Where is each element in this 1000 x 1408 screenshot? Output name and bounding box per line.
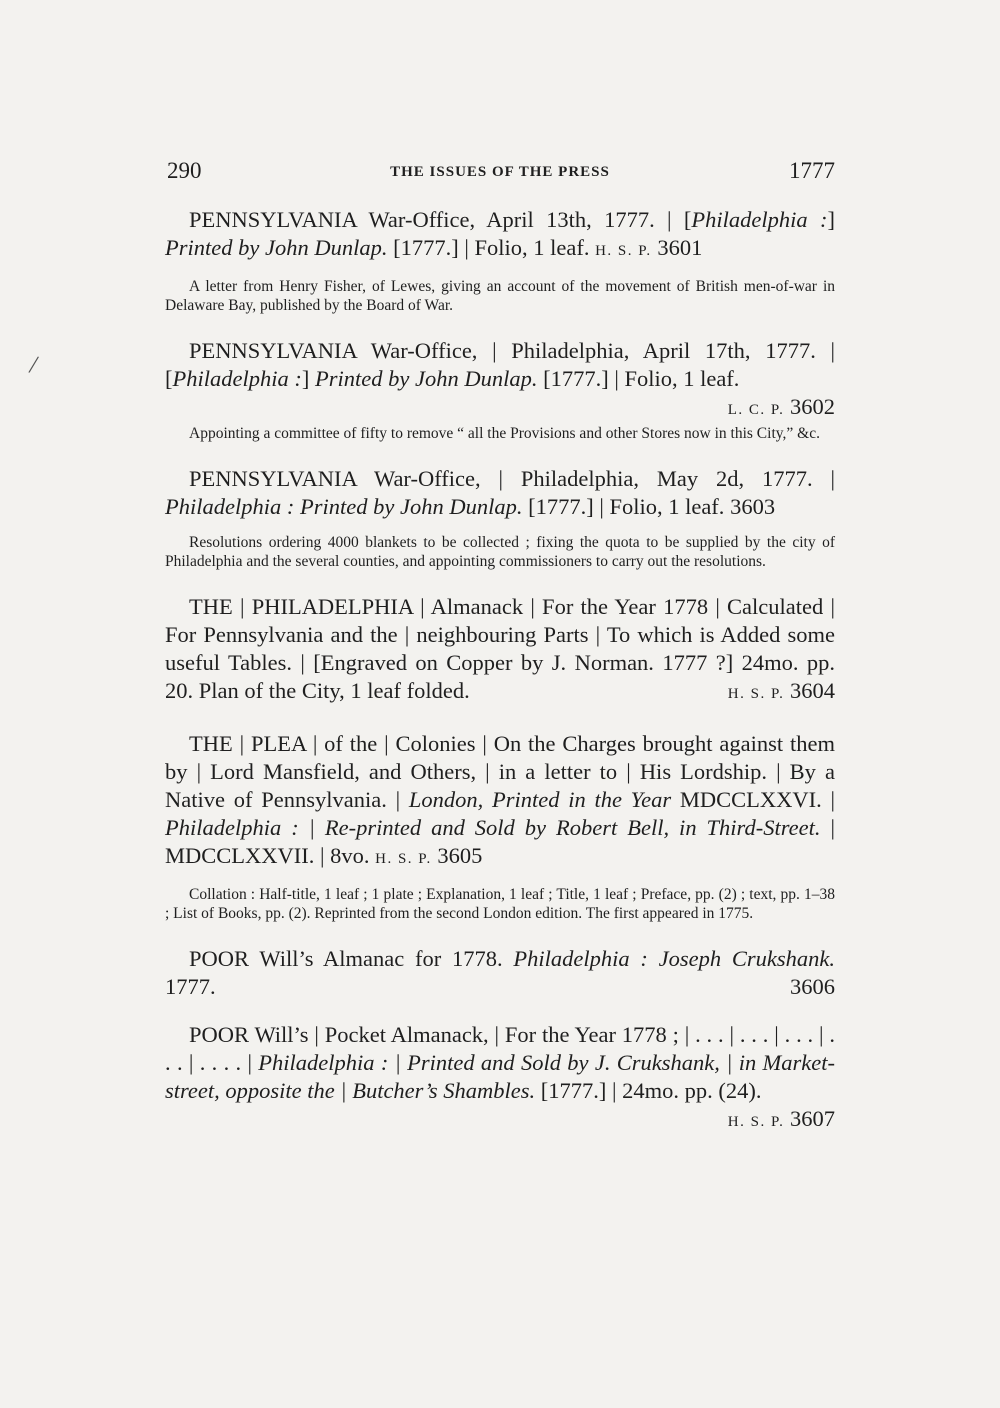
entry-tail: [1777.] | Folio, 1 leaf. [537, 366, 740, 391]
entry-place: Philadelphia : [172, 366, 302, 391]
entries [165, 206, 835, 1136]
page-header [165, 158, 835, 188]
entry-3603 [165, 465, 835, 521]
entry-number: 3603 [730, 494, 776, 519]
entry-tail: [1777.] | 24mo. pp. (24). [535, 1078, 762, 1103]
entry-tail: [1777.] | Folio, 1 leaf. [387, 235, 590, 260]
entry-note: Collation : Half-title, 1 leaf ; 1 plate ; Explanation, 1 leaf ; Title, 1 leaf ; Preface, pp. (2) ; text, pp. 1–38 ; List of Books, pp. (2). Reprinted from the second London edition. The first appeared in 1775. [165, 886, 835, 922]
entry-printer: Printed by John Dunlap. [299, 494, 523, 519]
header-year: 1777 [789, 158, 835, 183]
entry-title: PENNSYLVANIA War-Office, | Philadelphia, May 2d, 1777. | [189, 466, 835, 491]
entry-mid: ] [301, 366, 315, 391]
entry-place: London, Printed in the Year [408, 787, 672, 812]
entry-number: 3606 [790, 974, 835, 999]
entry-title: PENNSYLVANIA War-Office, April 13th, 1777. | [ [189, 207, 692, 232]
entry-location: H. S. P. [595, 243, 652, 259]
entry-tail: | MDCCLXXVII. | 8vo. [165, 815, 835, 868]
entry-number: 3605 [437, 843, 483, 868]
margin-mark: / [27, 349, 41, 380]
entry-number: 3607 [790, 1106, 835, 1131]
entry-printer: Printed by John Dunlap. [314, 366, 538, 391]
entry-place: Philadelphia : | Printed and Sold by J. Crukshank, | in Market-street, opposite the | Butcher’s Shambles. [165, 1050, 835, 1103]
entry-number: 3601 [657, 235, 703, 260]
entry-3605 [165, 730, 835, 873]
entry-3602 [165, 337, 835, 419]
entry-note: A letter from Henry Fisher, of Lewes, giving an account of the movement of British men-of-war in Delaware Bay, published by the Board of War. [165, 278, 835, 314]
entry-place: Philadelphia : Joseph Crukshank. [513, 946, 835, 971]
entry-number: 3602 [790, 394, 835, 419]
entry-place: Philadelphia : [691, 207, 828, 232]
entry-title: POOR Will’s Almanac for 1778. [189, 946, 514, 971]
entry-place: Philadelphia : [165, 494, 295, 519]
entry-3601 [165, 206, 835, 265]
entry-mid: MDCCLXXVI. | [671, 787, 836, 812]
entry-location: H. S. P. [727, 686, 785, 702]
entry-title: PENNSYLVANIA War-Office, | Philadelphia, April 17th, 1777. | [ [165, 338, 835, 391]
entry-number: 3604 [790, 678, 835, 703]
entry-printer: Printed by John Dunlap. [165, 235, 388, 260]
entry-3604 [165, 593, 835, 705]
entry-note: Resolutions ordering 4000 blankets to be collected ; fixing the quota to be supplied by the city of Philadelphia and the several counties, and appointing commissioners to carry out the resolutions. [165, 534, 835, 570]
entry-3606 [165, 945, 835, 1001]
entry-tail: [1777.] | Folio, 1 leaf. [522, 494, 725, 519]
running-title: THE ISSUES OF THE PRESS [390, 164, 610, 180]
entry-location: L. C. P. [727, 402, 785, 418]
page-number: 290 [167, 158, 202, 183]
entry-note: Appointing a committee of fifty to remove “ all the Provisions and other Stores now in this City,” &c. [189, 425, 820, 442]
entry-title: THE | PLEA | of the | Colonies | On the Charges brought against them by | Lord Mansfield, and Others, | in a letter to | His Lordship. | By a Native of Pennsylvania. | [165, 731, 835, 812]
entry-title: POOR Will’s | Pocket Almanack, | For the Year 1778 ; | . . . | . . . | . . . | . . . | . . . . | [165, 1022, 835, 1075]
entry-mid: ] [827, 207, 835, 232]
entry-3607 [165, 1021, 835, 1131]
entry-printer: Philadelphia : | Re-printed and Sold by Robert Bell, in Third-Street. [165, 815, 821, 840]
entry-mid: 1777. [165, 974, 216, 999]
entry-location: H. S. P. [375, 851, 432, 867]
entry-location: H. S. P. [727, 1114, 785, 1130]
entry-title: THE | PHILADELPHIA | Almanack | For the Year 1778 | Calculated | For Pennsylvania and the | neighbouring Parts | To which is Added some useful Tables. | [Engraved on Copper by J. Norman. 1777 ?] 24mo. pp. 20. Plan of the City, 1 leaf folded. [165, 594, 835, 703]
